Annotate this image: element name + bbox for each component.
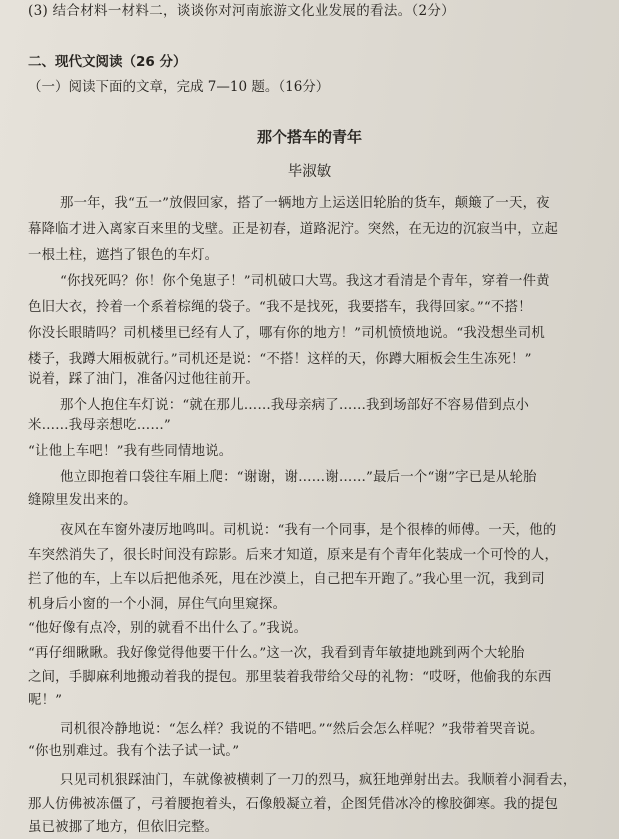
article-line: “他好像有点冷，别的就看不出什么了。”我说。 bbox=[28, 621, 308, 636]
article-line: 只见司机狠踩油门，车就像被横刺了一刀的烈马，疯狂地弹射出去。我顺着小洞看去， bbox=[60, 773, 577, 788]
article-line: 米……我母亲想吃……” bbox=[28, 418, 171, 433]
article-line: 司机很冷静地说：“怎么样？我说的不错吧。”“然后会怎么样呢？”我带着哭音说。 bbox=[60, 722, 544, 737]
article-line: 那个人抱住车灯说：“就在那儿……我母亲病了……我到场部好不容易借到点小 bbox=[60, 398, 530, 413]
article-author: 毕淑敏 bbox=[287, 164, 332, 180]
article-line: “你也别难过。我有个法子试一试。” bbox=[28, 744, 240, 759]
article-line: 车突然消失了，很长时间没有踪影。后来才知道，原来是有个青年化装成一个可怜的人， bbox=[28, 548, 559, 563]
article-line: “再仔细瞅瞅。我好像觉得他要干什么。”这一次，我看到青年敏捷地跳到两个大轮胎 bbox=[28, 646, 525, 661]
article-line: 幕降临才进入离家百来里的戈壁。正是初春，道路泥泞。突然，在无边的沉寂当中，立起 bbox=[28, 222, 559, 237]
article-line: 那人仿佛被冻僵了，弓着腰抱着头，石像般凝立着，企图凭借冰冷的橡胶御寒。我的提包 bbox=[28, 797, 559, 812]
article-line: 他立即抱着口袋往车厢上爬：“谢谢，谢……谢……”最后一个“谢”字已是从轮胎 bbox=[60, 470, 537, 485]
article-title: 那个搭车的青年 bbox=[256, 128, 362, 146]
article-line: 色旧大衣，拎着一个系着棕绳的袋子。“我不是找死，我要搭车，我得回家。”“不搭！ bbox=[28, 300, 532, 315]
article-line: 一根土柱，遮挡了银色的车灯。 bbox=[28, 248, 219, 263]
article-line: “你找死吗？你！你个兔崽子！”司机破口大骂。我这才看清是个青年，穿着一件黄 bbox=[60, 274, 550, 289]
article-line: 之间，手脚麻利地搬动着我的提包。那里装着我带给父母的礼物：“哎呀，他偷我的东西 bbox=[28, 670, 552, 685]
article-line: 楼子，我蹲大厢板就行。”司机还是说：“不搭！这样的天，你蹲大厢板会生生冻死！” bbox=[28, 352, 532, 367]
section-heading: 二、现代文阅读（26 分） bbox=[28, 54, 187, 70]
article-line: 拦了他的车，上车以后把他杀死，甩在沙漠上，自己把车开跑了。”我心里一沉，我到司 bbox=[28, 572, 545, 587]
article-line: “让他上车吧！”我有些同情地说。 bbox=[28, 444, 233, 459]
article-line: 说着，踩了油门，准备闪过他往前开。 bbox=[28, 372, 260, 387]
article-line: 缝隙里发出来的。 bbox=[28, 493, 137, 508]
question-3: (3) 结合材料一材料二，谈谈你对河南旅游文化业发展的看法。（2分） bbox=[28, 3, 455, 19]
article-line: 机身后小窗的一个小洞，屏住气向里窥探。 bbox=[28, 597, 287, 612]
subsection-instruction: （一）阅读下面的文章，完成 7—10 题。（16分） bbox=[28, 79, 330, 95]
article-line: 夜风在车窗外凄厉地鸣叫。司机说：“我有一个同事，是个很棒的师傅。一天，他的 bbox=[60, 523, 557, 538]
article-line: 那一年，我“五一”放假回家，搭了一辆地方上运送旧轮胎的货车，颠簸了一天，夜 bbox=[60, 196, 550, 211]
article-line: 虽已被挪了地方，但依旧完整。 bbox=[28, 820, 219, 835]
article-line: 你没长眼睛吗？司机楼里已经有人了，哪有你的地方！”司机愤愤地说。“我没想坐司机 bbox=[28, 326, 545, 341]
article-line: 呢！” bbox=[28, 693, 63, 708]
